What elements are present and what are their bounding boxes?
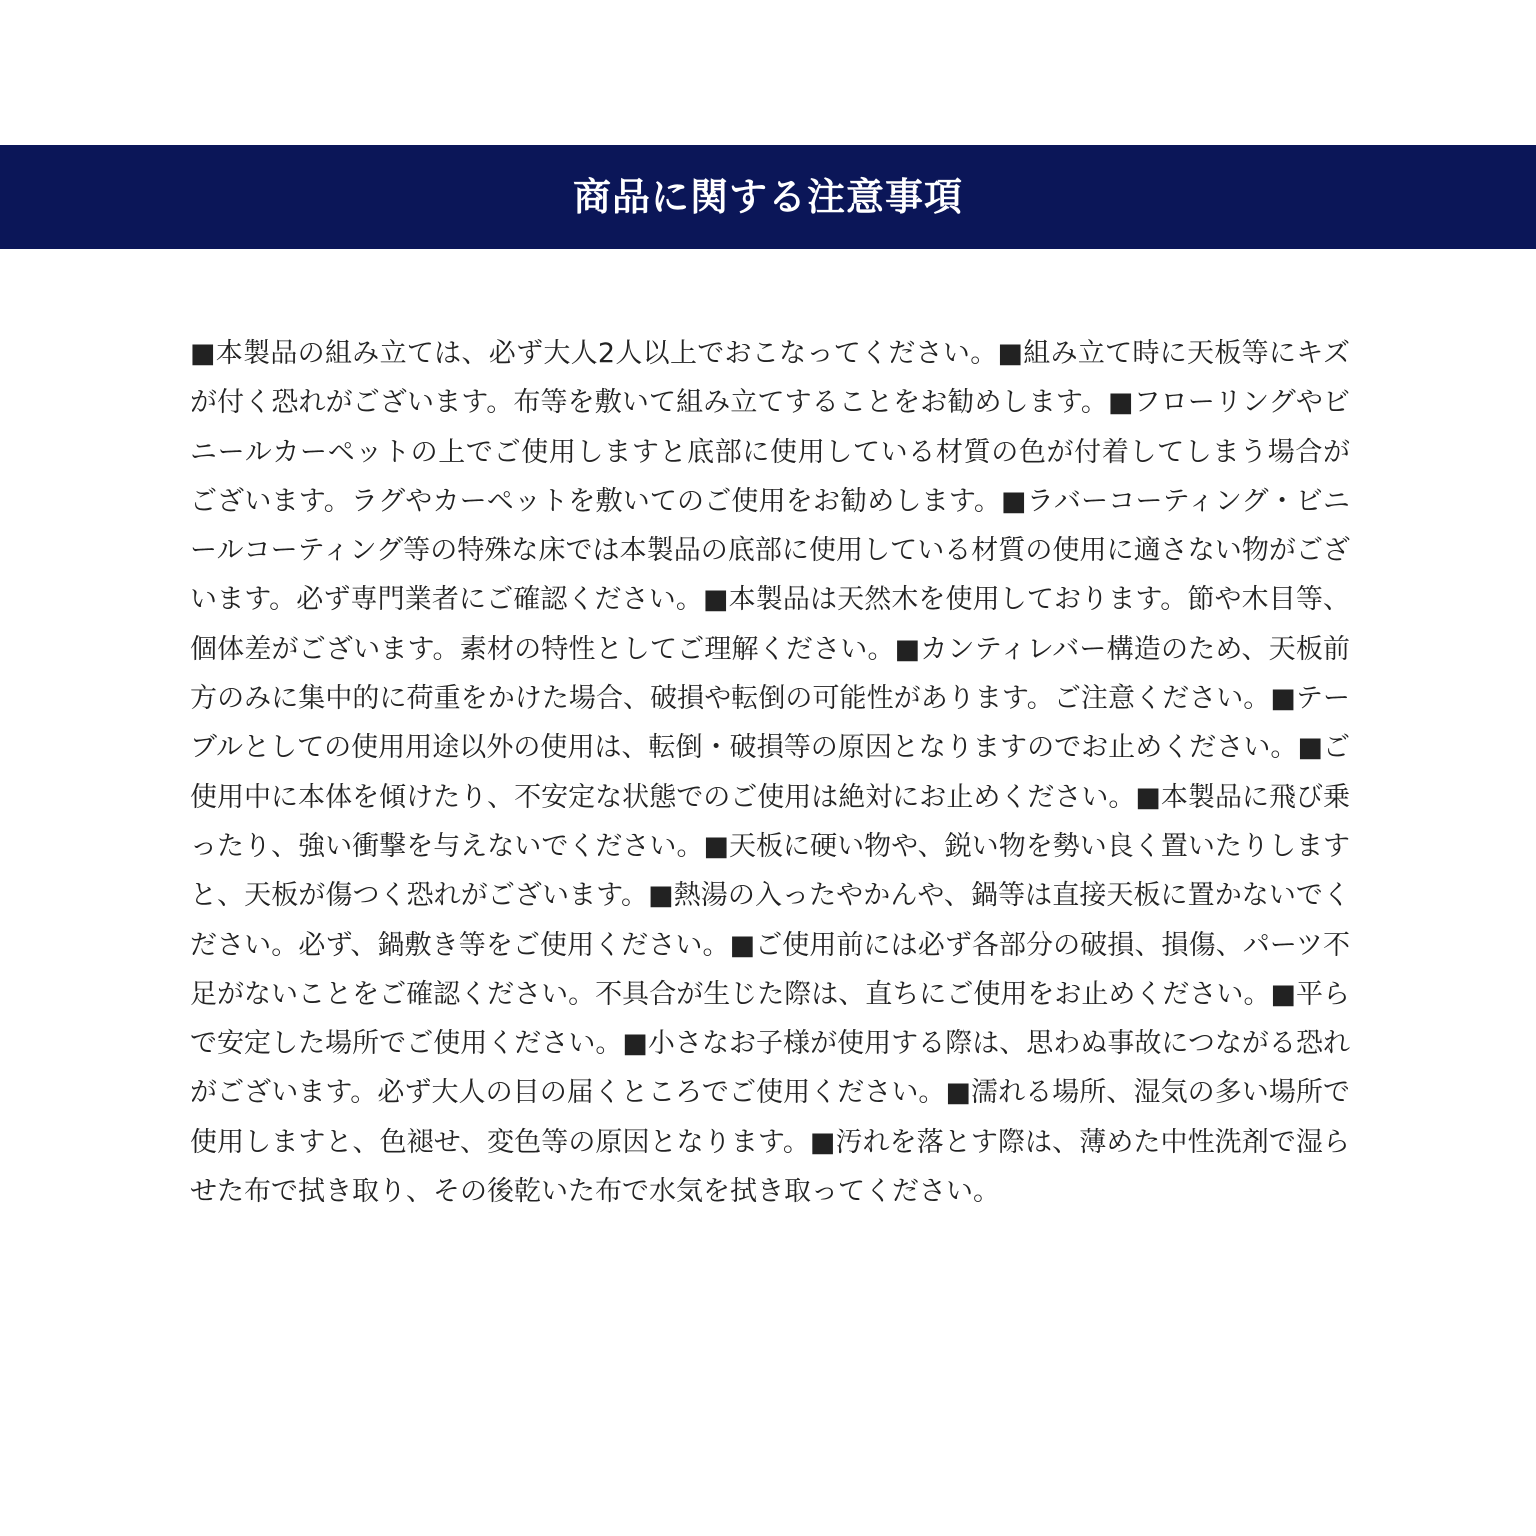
caution-notes-text: ■本製品の組み立ては、必ず大人2人以上でおこなってください。■組み立て時に天板等にキズが付く恐れがございます。布等を敷いて組み立てすることをお勧めします。■フローリングやビニールカーペットの上でご使用しますと底部に使用している材質の色が付着してしまう場合がございます。ラグやカーペットを敷いてのご使用をお勧めします。■ラバーコーティング・ビニールコーティング等の特殊な床では本製品の底部に使用している材質の使用に適さない物がございます。必ず専門業者にご確認ください。■本製品は天然木を使用しております。節や木目等、個体差がございます。素材の特性としてご理解ください。■カンティレバー構造のため、天板前方のみに集中的に荷重をかけた場合、破損や転倒の可能性があります。ご注意ください。■テーブルとしての使用用途以外の使用は、転倒・破損等の原因となりますのでお止めください。■ご使用中に本体を傾けたり、不安定な状態でのご使用は絶対にお止めください。■本製品に飛び乗ったり、強い衝撃を与えないでください。■天板に硬い物や、鋭い物を勢い良く置いたりしますと、天板が傷つく恐れがございます。■熱湯の入ったやかんや、鍋等は直接天板に置かないでください。必ず、鍋敷き等をご使用ください。■ご使用前には必ず各部分の破損、損傷、パーツ不足がないことをご確認ください。不具合が生じた際は、直ちにご使用をお止めください。■平らで安定した場所でご使用ください。■小さなお子様が使用する際は、思わぬ事故につながる恐れがございます。必ず大人の目の届くところでご使用ください。■濡れる場所、湿気の多い場所で使用しますと、色褪せ、変色等の原因となります。■汚れを落とす際は、薄めた中性洗剤で湿らせた布で拭き取り、その後乾いた布で水気を拭き取ってください。 bbox=[190, 338, 1350, 1208]
title-banner bbox=[0, 145, 1536, 249]
page-title: 商品に関する注意事項 bbox=[572, 175, 963, 219]
